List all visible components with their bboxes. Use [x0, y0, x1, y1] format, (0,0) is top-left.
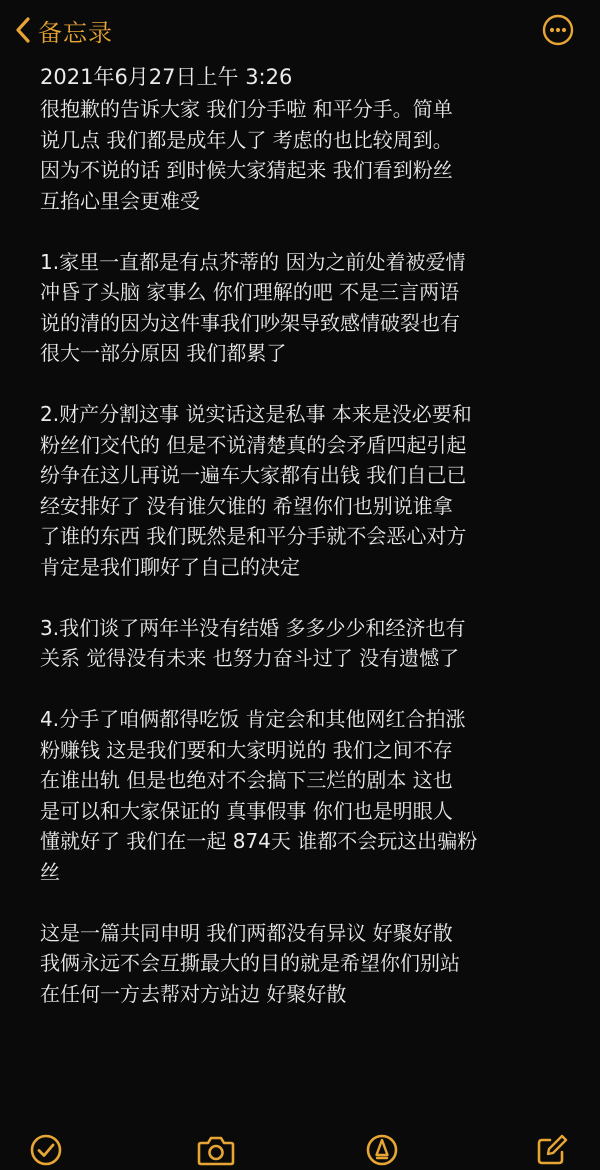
- checklist-button[interactable]: [28, 1132, 68, 1168]
- more-options-button[interactable]: [542, 14, 574, 46]
- note-line: 了谁的东西 我们既然是和平分手就不会恶心对方: [40, 524, 467, 548]
- note-line: 经安排好了 没有谁欠谁的 希望你们也别说谁拿: [40, 493, 453, 518]
- paragraph-gap: [40, 582, 580, 613]
- note-line: 冲昏了头脑 家事么 你们理解的吧 不是三言两语: [40, 280, 460, 304]
- note-line: 肯定是我们聊好了自己的决定: [40, 554, 300, 579]
- note-line: 说的清的因为这件事我们吵架导致感情破裂也有: [40, 310, 460, 335]
- bottom-toolbar: [0, 1126, 600, 1170]
- note-line: 说几点 我们都是成年人了 考虑的也比较周到。: [40, 127, 453, 152]
- markup-button[interactable]: [364, 1132, 404, 1168]
- note-line: 在谁出轨 但是也绝对不会搞下三烂的剧本 这也: [40, 768, 453, 792]
- paragraph-gap: [40, 369, 580, 400]
- note-paragraph-2: [40, 399, 580, 582]
- note-line: 是可以和大家保证的 真事假事 你们也是明眼人: [40, 798, 453, 823]
- note-paragraph-3: [40, 613, 580, 674]
- note-line: 纷争在这儿再说一遍车大家都有出钱 我们自己已: [40, 463, 467, 487]
- checklist-icon: [28, 1132, 68, 1168]
- note-line: 这是一篇共同申明 我们两都没有异议 好聚好散: [40, 920, 453, 945]
- note-line: 很大一部分原因 我们都累了: [40, 341, 287, 365]
- note-line: 我俩永远不会互撕最大的目的就是希望你们别站: [40, 951, 460, 975]
- compose-button[interactable]: [534, 1132, 574, 1168]
- markup-pen-icon: [364, 1132, 404, 1168]
- paragraph-gap: [40, 674, 580, 705]
- note-paragraph-1: [40, 247, 580, 369]
- chevron-left-icon: [14, 16, 32, 44]
- note-body[interactable]: [40, 60, 580, 1009]
- note-line: 1.家里一直都是有点芥蒂的 因为之前处着被爱情: [40, 249, 466, 274]
- note-line: 在任何一方去帮对方站边 好聚好散: [40, 981, 347, 1006]
- navigation-bar: [0, 0, 600, 60]
- note-paragraph-closing: [40, 918, 580, 1010]
- compose-icon: [534, 1132, 574, 1168]
- paragraph-gap: [40, 216, 580, 247]
- paragraph-gap: [40, 887, 580, 918]
- note-line: 2.财产分割这事 说实话这是私事 本来是没必要和: [40, 402, 472, 426]
- camera-button[interactable]: [196, 1132, 236, 1168]
- note-line: 4.分手了咱俩都得吃饭 肯定会和其他网红合拍涨: [40, 707, 466, 731]
- note-line: 3.我们谈了两年半没有结婚 多多少少和经济也有: [40, 615, 466, 640]
- note-paragraph-4: [40, 704, 580, 887]
- back-label: 备忘录: [38, 18, 113, 47]
- note-line: 互掐心里会更难受: [40, 188, 200, 213]
- note-line: 因为不说的话 到时候大家猜起来 我们看到粉丝: [40, 158, 453, 182]
- back-button[interactable]: [14, 10, 113, 50]
- note-line: 粉赚钱 这是我们要和大家明说的 我们之间不存: [40, 737, 453, 762]
- note-line: 关系 觉得没有未来 也努力奋斗过了 没有遗憾了: [40, 646, 460, 670]
- note-line: 懂就好了 我们在一起 874天 谁都不会玩这出骗粉: [40, 829, 478, 853]
- ellipsis-circle-icon: [542, 31, 574, 50]
- note-line: 粉丝们交代的 但是不说清楚真的会矛盾四起引起: [40, 432, 467, 457]
- camera-icon: [196, 1132, 236, 1168]
- note-line: 丝: [40, 859, 60, 884]
- note-line: 很抱歉的告诉大家 我们分手啦 和平分手。简单: [40, 97, 453, 121]
- note-paragraph-intro: [40, 94, 580, 216]
- note-date: 2021年6月27日上午 3:26: [40, 65, 293, 89]
